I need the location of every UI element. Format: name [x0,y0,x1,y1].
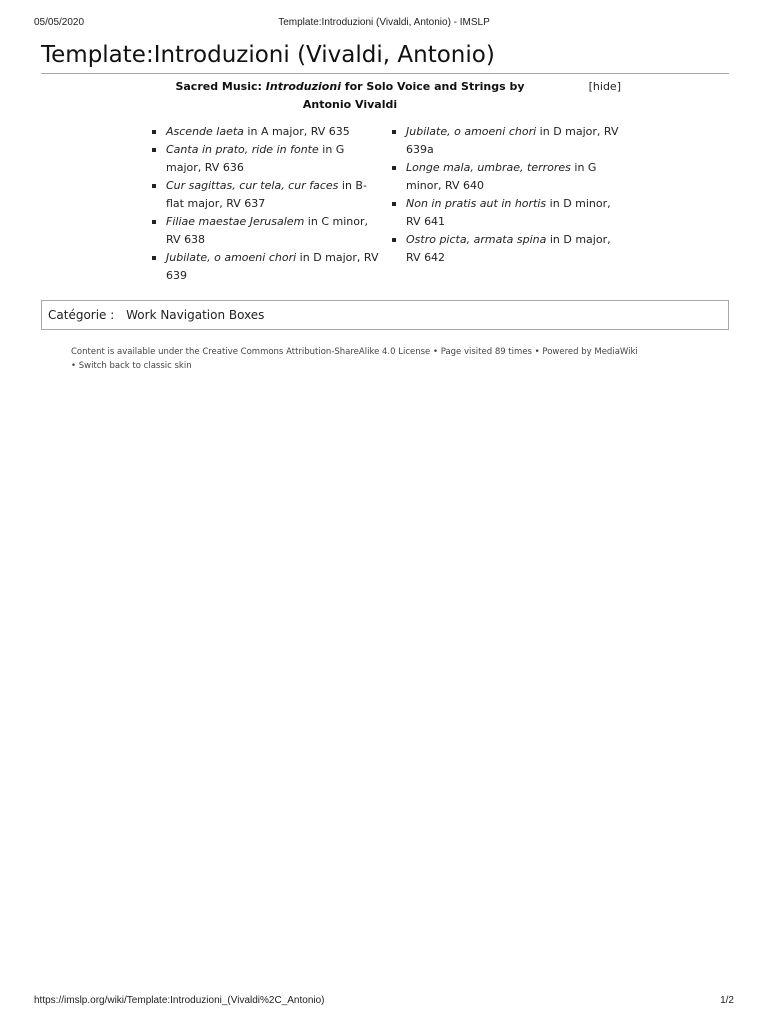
print-date: 05/05/2020 [34,17,85,28]
work-list-item [390,159,624,195]
print-footer [0,995,768,1009]
bullet-icon [152,184,156,188]
work-title-link[interactable]: Cur sagittas, cur tela, cur faces [166,179,339,192]
work-detail: in B-flat major, RV 637 [166,179,367,210]
print-url: https://imslp.org/wiki/Template:Introduzioni_(Vivaldi%2C_Antonio) [34,995,325,1006]
work-list-item [390,231,624,267]
work-title-link[interactable]: Non in pratis aut in hortis [406,197,547,210]
bullet-icon [392,166,396,170]
print-page-number: 1/2 [720,995,734,1006]
bullet-icon [152,220,156,224]
bullet-icon [392,202,396,206]
footer-separator: • [531,347,543,357]
category-link[interactable]: Work Navigation Boxes [126,308,265,322]
navbox-title-link[interactable]: Introduzioni [265,80,341,93]
classic-skin-link[interactable]: Switch back to classic skin [78,361,192,371]
work-title-link[interactable]: Jubilate, o amoeni chori [406,125,537,138]
print-header [0,17,768,31]
work-detail: in G major, RV 636 [166,143,345,174]
work-detail: in D major, RV 642 [406,233,611,264]
work-title-link[interactable]: Canta in prato, ride in fonte [166,143,319,156]
bullet-icon [152,256,156,260]
print-document-title: Template:Introduzioni (Vivaldi, Antonio) - IMSLP [278,17,490,28]
navbox-title [150,78,550,114]
work-list-item [390,123,624,159]
navbox-left-list [150,123,380,285]
license-link[interactable]: Content is available under the Creative Commons Attribution-ShareAlike 4.0 License [71,347,431,357]
work-title-link[interactable]: Filiae maestae Jerusalem [166,215,305,228]
page-title: Template:Introduzioni (Vivaldi, Antonio) [41,41,729,74]
category-label: Catégorie : [48,308,115,322]
page-footer [71,345,711,373]
work-list-item [150,213,380,249]
navbox-right-list [390,123,624,267]
category-links [41,300,729,330]
work-list-item [150,141,380,177]
work-detail: in D major, RV 639a [406,125,619,156]
footer-separator: • [430,347,441,357]
work-title-link[interactable]: Ascende laeta [166,125,244,138]
work-detail: in D minor, RV 641 [406,197,611,228]
work-list-item [150,249,380,285]
work-title-link[interactable]: Ostro picta, armata spina [406,233,547,246]
work-list-item [150,177,380,213]
bullet-icon [392,130,396,134]
bullet-icon [152,130,156,134]
footer-bullet: • [71,361,79,371]
work-detail: in D major, RV 639 [166,251,379,282]
work-title-link[interactable]: Jubilate, o amoeni chori [166,251,297,264]
bullet-icon [152,148,156,152]
work-detail: in C minor, RV 638 [166,215,368,246]
work-detail: in G minor, RV 640 [406,161,597,192]
hide-toggle-link[interactable]: [hide] [588,80,621,93]
navbox-title-suffix: for Solo Voice and Strings by Antonio Vivaldi [302,80,525,111]
work-detail: in A major, RV 635 [243,125,350,138]
work-list-item [390,195,624,231]
powered-by-link[interactable]: Powered by MediaWiki [542,347,638,357]
navbox [150,78,624,282]
work-title-link[interactable]: Longe mala, umbrae, terrores [406,161,571,174]
navbox-title-prefix: Sacred Music: [175,80,266,93]
work-list-item [150,123,380,141]
page-visits: Page visited 89 times [440,347,532,357]
navbox-header [150,78,624,114]
bullet-icon [392,238,396,242]
